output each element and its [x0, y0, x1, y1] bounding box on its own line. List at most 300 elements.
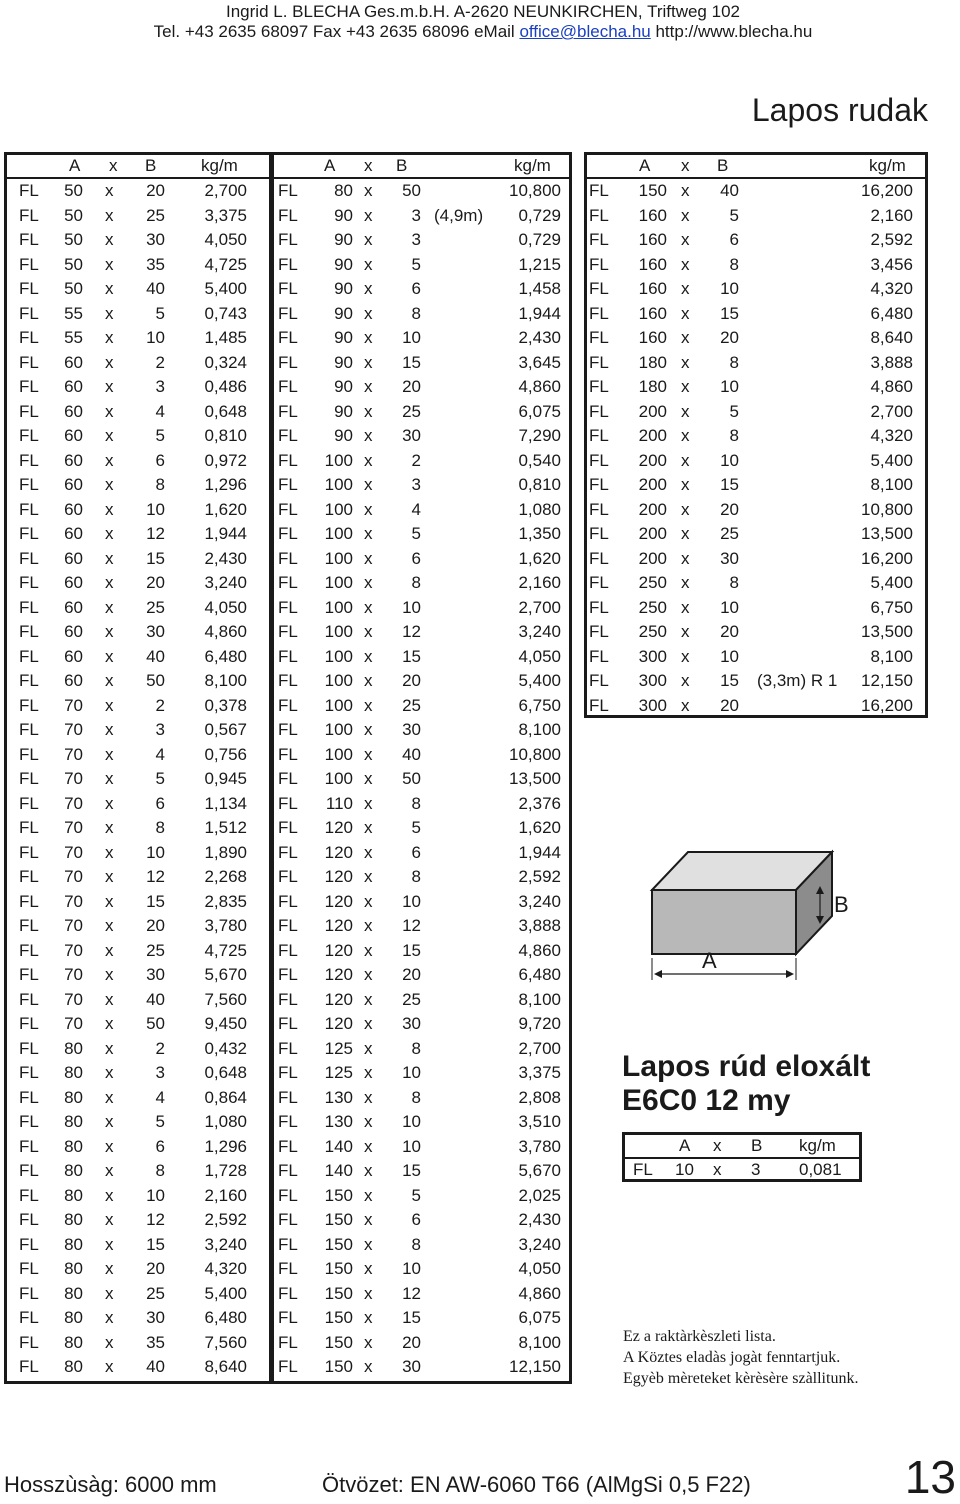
cell-type: FL [589, 303, 609, 323]
cell-a: 70 [64, 695, 83, 715]
table-row [7, 1159, 269, 1184]
cell-b: 3 [155, 720, 165, 739]
cell-x: x [681, 401, 690, 421]
cell-x: x [105, 181, 114, 200]
cell-kg: 3,240 [518, 891, 561, 911]
cell-kg: 1,620 [204, 499, 247, 519]
table-header [7, 155, 269, 179]
cell-type: FL [589, 328, 609, 347]
cell-a: 100 [324, 548, 353, 568]
cell-x: x [681, 230, 690, 249]
cell-a: 100 [324, 646, 353, 666]
cell-x: x [364, 352, 373, 372]
cell-type: FL [278, 916, 298, 935]
cell-type: FL [19, 1038, 39, 1058]
cell-kg: 2,025 [518, 1185, 561, 1205]
cell-b: 8 [155, 475, 165, 494]
cell-a: 120 [324, 989, 353, 1009]
cell-x: x [364, 450, 373, 470]
cell-type: FL [278, 989, 298, 1009]
table-row [274, 963, 569, 988]
table-row [587, 424, 925, 449]
cell-x: x [105, 1063, 114, 1082]
table-row [274, 767, 569, 792]
cell-x: x [105, 475, 114, 494]
table-row [7, 841, 269, 866]
cell-x: x [105, 524, 114, 543]
cell-b: 5 [729, 205, 739, 225]
cell-kg: 13,500 [861, 524, 913, 543]
cell-b: 10 [720, 450, 739, 470]
cell-b: 25 [146, 597, 165, 617]
cell-type: FL [278, 1087, 298, 1107]
cell-x: x [105, 842, 114, 862]
cell-b: 8 [729, 352, 739, 372]
cell-a: 90 [334, 426, 353, 445]
cell-type: FL [589, 450, 609, 470]
cell-x: x [681, 499, 690, 519]
cell-b: 12 [402, 1283, 421, 1303]
cell-type: FL [589, 524, 609, 543]
cell-x: x [364, 597, 373, 617]
cell-b: 5 [411, 818, 421, 837]
cell-a: 150 [324, 1357, 353, 1376]
cell-kg: 3,240 [204, 1234, 247, 1254]
cell-kg: 1,350 [518, 524, 561, 543]
cell-b: 15 [146, 548, 165, 568]
cell-b: 15 [402, 646, 421, 666]
table-row [7, 228, 269, 253]
cell-type: FL [589, 205, 609, 225]
cell-a: 10 [675, 1160, 694, 1179]
cell-x: x [681, 254, 690, 274]
cell-x: x [364, 1161, 373, 1180]
table-row [274, 1086, 569, 1111]
cell-type: FL [19, 1234, 39, 1254]
cell-type: FL [278, 426, 298, 445]
cell-kg: 2,160 [870, 205, 913, 225]
cell-a: 70 [64, 769, 83, 788]
cell-type: FL [278, 1136, 298, 1156]
cell-a: 100 [324, 671, 353, 690]
cell-type: FL [589, 181, 609, 200]
email-link[interactable]: office@blecha.hu [519, 22, 651, 41]
cell-x: x [364, 1112, 373, 1131]
cell-type: FL [278, 1185, 298, 1205]
cell-kg: 3,375 [518, 1063, 561, 1082]
cell-b: 4 [411, 499, 421, 519]
cell-b: 25 [402, 695, 421, 715]
table-row [587, 449, 925, 474]
cell-kg: 2,160 [518, 573, 561, 592]
cell-kg: 2,835 [204, 891, 247, 911]
cell-type: FL [589, 671, 609, 690]
cell-b: 40 [720, 181, 739, 200]
cell-b: 15 [720, 671, 739, 690]
cell-x: x [364, 720, 373, 739]
cell-x: x [364, 1038, 373, 1058]
cell-kg: 7,290 [518, 426, 561, 445]
cell-kg: 2,430 [204, 548, 247, 568]
cell-a: 180 [638, 352, 667, 372]
table-row [625, 1159, 859, 1181]
cell-a: 90 [334, 328, 353, 347]
table-row [274, 1331, 569, 1356]
table-row [7, 400, 269, 425]
cell-a: 100 [324, 573, 353, 592]
cell-x: x [105, 254, 114, 274]
cell-x: x [364, 1087, 373, 1107]
cell-b: 20 [146, 181, 165, 200]
cell-type: FL [278, 646, 298, 666]
cell-x: x [681, 181, 690, 200]
cell-kg: 4,320 [870, 279, 913, 298]
cell-kg: 1,890 [204, 842, 247, 862]
table-row [7, 1208, 269, 1233]
cell-kg: 4,860 [870, 377, 913, 396]
cell-b: 10 [402, 328, 421, 347]
table-row [7, 1012, 269, 1037]
cell-a: 80 [64, 1112, 83, 1131]
cell-a: 60 [64, 499, 83, 519]
cell-x: x [105, 279, 114, 298]
cell-x: x [105, 1014, 114, 1033]
cell-kg: 2,592 [870, 230, 913, 249]
cell-x: x [681, 671, 690, 690]
cell-type: FL [278, 524, 298, 543]
cell-kg: 8,100 [518, 720, 561, 739]
cell-kg: 4,050 [518, 1259, 561, 1278]
table-row [587, 522, 925, 547]
cell-b: 5 [411, 254, 421, 274]
table-row [7, 694, 269, 719]
cell-x: x [364, 965, 373, 984]
table-row [7, 963, 269, 988]
cell-a: 60 [64, 573, 83, 592]
table-row [7, 1135, 269, 1160]
cell-kg: 3,780 [518, 1136, 561, 1156]
cell-x: x [105, 1259, 114, 1278]
cell-b: 5 [411, 524, 421, 543]
cell-a: 150 [324, 1259, 353, 1278]
cell-a: 50 [64, 205, 83, 225]
cell-type: FL [19, 1087, 39, 1107]
cell-kg: 3,510 [518, 1112, 561, 1131]
table-row [274, 449, 569, 474]
cell-kg: 3,456 [870, 254, 913, 274]
cell-type: FL [278, 352, 298, 372]
cell-x: x [105, 499, 114, 519]
cell-a: 80 [64, 1063, 83, 1082]
cell-a: 60 [64, 450, 83, 470]
cell-x: x [105, 1210, 114, 1229]
table-body [274, 179, 569, 1380]
cell-kg: 12,150 [509, 1357, 561, 1376]
cell-type: FL [19, 377, 39, 396]
cell-x: x [681, 328, 690, 347]
cell-x: x [105, 793, 114, 813]
cell-type: FL [19, 254, 39, 274]
cell-a: 60 [64, 671, 83, 690]
table-row [274, 1282, 569, 1307]
cell-type: FL [19, 352, 39, 372]
cell-type: FL [589, 548, 609, 568]
cell-x: x [105, 1234, 114, 1254]
table-row [274, 400, 569, 425]
cell-type: FL [19, 303, 39, 323]
cell-type: FL [278, 965, 298, 984]
cell-b: 10 [720, 597, 739, 617]
cell-a: 160 [638, 254, 667, 274]
header-x: x [364, 156, 373, 175]
cell-x: x [105, 1112, 114, 1131]
cell-a: 60 [64, 524, 83, 543]
cell-kg: 5,400 [870, 573, 913, 592]
cell-type: FL [589, 573, 609, 592]
cell-x: x [364, 891, 373, 911]
cell-kg: 4,860 [518, 940, 561, 960]
cell-a: 300 [638, 695, 667, 715]
cell-b: 30 [402, 1357, 421, 1376]
cell-note: (4,9m) [434, 205, 484, 225]
cell-kg: 3,240 [518, 1234, 561, 1254]
cell-kg: 5,400 [870, 450, 913, 470]
note-line: A Köztes eladàs jogàt fenntartjuk. [623, 1349, 841, 1366]
table-row [7, 1037, 269, 1062]
cell-b: 25 [146, 940, 165, 960]
cell-type: FL [19, 426, 39, 445]
cell-type: FL [19, 1185, 39, 1205]
header-b: B [396, 156, 408, 175]
cell-kg: 8,100 [870, 475, 913, 494]
cell-b: 40 [146, 279, 165, 298]
cell-x: x [364, 205, 373, 225]
cell-x: x [713, 1160, 722, 1179]
footer-length: Hosszùsàg: 6000 mm [4, 1472, 217, 1497]
cell-b: 10 [146, 1185, 165, 1205]
table-row [587, 302, 925, 327]
cell-kg: 0,972 [204, 450, 247, 470]
header-b: B [751, 1136, 763, 1155]
cell-kg: 4,050 [518, 646, 561, 666]
cell-x: x [364, 1063, 373, 1082]
cell-a: 200 [638, 426, 667, 445]
cell-a: 300 [638, 671, 667, 690]
cell-kg: 4,725 [204, 254, 247, 274]
cell-kg: 0,540 [518, 450, 561, 470]
table-row [587, 375, 925, 400]
cell-a: 100 [324, 475, 353, 494]
cell-a: 100 [324, 769, 353, 788]
table-row [274, 841, 569, 866]
cell-b: 2 [155, 352, 165, 372]
cell-type: FL [278, 377, 298, 396]
cell-x: x [364, 303, 373, 323]
cell-x: x [681, 524, 690, 543]
cell-b: 10 [146, 499, 165, 519]
cell-a: 250 [638, 573, 667, 592]
cell-a: 60 [64, 475, 83, 494]
cell-note: (3,3m) R 1 [757, 671, 838, 690]
cell-b: 10 [402, 1259, 421, 1278]
contact-phone-fax: Tel. +43 2635 68097 Fax +43 2635 68096 eMail [153, 22, 520, 41]
cell-kg: 2,430 [518, 1210, 561, 1229]
cell-b: 20 [720, 622, 739, 641]
cell-kg: 0,378 [204, 695, 247, 715]
table-row [587, 571, 925, 596]
cell-kg: 3,780 [204, 916, 247, 935]
cell-x: x [364, 1357, 373, 1376]
table-row [274, 424, 569, 449]
cell-b: 12 [146, 1210, 165, 1229]
cell-kg: 1,080 [204, 1112, 247, 1131]
cell-type: FL [19, 769, 39, 788]
cell-b: 15 [402, 1308, 421, 1327]
cell-x: x [105, 867, 114, 886]
cell-x: x [105, 1357, 114, 1376]
cell-x: x [105, 1308, 114, 1327]
cell-a: 130 [324, 1087, 353, 1107]
table-row [7, 792, 269, 817]
cell-a: 140 [324, 1161, 353, 1180]
bar-front-face [652, 890, 796, 954]
cell-a: 70 [64, 891, 83, 911]
company-address: Ingrid L. BLECHA Ges.m.b.H. A-2620 NEUNKIRCHEN, Triftweg 102 [226, 2, 740, 21]
cell-type: FL [278, 1357, 298, 1376]
cell-type: FL [19, 916, 39, 935]
footer-alloy: Ötvözet: EN AW-6060 T66 (AlMgSi 0,5 F22) [322, 1472, 751, 1497]
cell-x: x [364, 1210, 373, 1229]
cell-type: FL [19, 1210, 39, 1229]
table-row [274, 498, 569, 523]
cell-kg: 3,888 [518, 916, 561, 935]
table-row [274, 228, 569, 253]
cell-kg: 10,800 [509, 744, 561, 764]
cell-type: FL [278, 744, 298, 764]
cell-x: x [105, 548, 114, 568]
dimension-b-label: B [834, 892, 849, 917]
cell-type: FL [278, 1283, 298, 1303]
cell-b: 15 [402, 1161, 421, 1180]
cell-a: 80 [64, 1185, 83, 1205]
cell-x: x [105, 720, 114, 739]
cell-x: x [364, 989, 373, 1009]
cell-type: FL [278, 793, 298, 813]
cell-type: FL [589, 352, 609, 372]
cell-b: 6 [411, 1210, 421, 1229]
cell-type: FL [278, 303, 298, 323]
cell-type: FL [19, 671, 39, 690]
cell-x: x [105, 1087, 114, 1107]
cell-x: x [364, 230, 373, 249]
cell-b: 10 [146, 842, 165, 862]
cell-kg: 3,645 [518, 352, 561, 372]
cell-kg: 2,592 [518, 867, 561, 886]
cell-a: 80 [64, 1308, 83, 1327]
cell-type: FL [278, 548, 298, 568]
cell-a: 110 [325, 793, 353, 813]
cell-kg: 0,810 [204, 426, 247, 445]
cell-kg: 0,945 [204, 769, 247, 788]
cell-a: 160 [638, 205, 667, 225]
table-row [587, 645, 925, 670]
cell-x: x [364, 867, 373, 886]
table-row [587, 326, 925, 351]
cell-a: 100 [324, 597, 353, 617]
header-a: A [69, 156, 81, 175]
cell-type: FL [19, 646, 39, 666]
cell-b: 8 [411, 573, 421, 592]
cell-a: 80 [64, 1332, 83, 1352]
table-row [274, 816, 569, 841]
cell-b: 8 [411, 1087, 421, 1107]
cell-a: 70 [64, 989, 83, 1009]
cell-b: 40 [402, 744, 421, 764]
table-row [274, 375, 569, 400]
cell-type: FL [589, 230, 609, 249]
cell-type: FL [278, 1063, 298, 1082]
cell-b: 50 [402, 769, 421, 788]
cell-type: FL [278, 205, 298, 225]
cell-b: 15 [146, 891, 165, 911]
cell-a: 55 [64, 328, 83, 347]
cell-b: 25 [146, 205, 165, 225]
cell-kg: 4,860 [204, 622, 247, 641]
cell-b: 50 [146, 671, 165, 690]
cell-kg: 0,324 [204, 352, 247, 372]
cell-type: FL [19, 1112, 39, 1131]
cell-x: x [364, 622, 373, 641]
cell-kg: 4,860 [518, 1283, 561, 1303]
cell-kg: 0,486 [204, 377, 247, 396]
cell-kg: 4,725 [204, 940, 247, 960]
cell-a: 90 [334, 205, 353, 225]
cell-x: x [105, 230, 114, 249]
cell-type: FL [278, 720, 298, 739]
table-row [274, 620, 569, 645]
cell-type: FL [19, 573, 39, 592]
cell-kg: 8,640 [204, 1357, 247, 1376]
cell-kg: 2,700 [518, 597, 561, 617]
table-row [7, 204, 269, 229]
cell-a: 60 [64, 646, 83, 666]
cell-b: 3 [751, 1160, 761, 1179]
cell-kg: 12,150 [861, 671, 913, 690]
cell-x: x [105, 769, 114, 788]
cell-kg: 1,215 [518, 254, 561, 274]
cell-a: 60 [64, 622, 83, 641]
cell-a: 150 [324, 1332, 353, 1352]
cell-a: 70 [64, 842, 83, 862]
table-row [7, 498, 269, 523]
cell-kg: 2,700 [870, 401, 913, 421]
cell-x: x [105, 573, 114, 592]
cell-x: x [364, 1332, 373, 1352]
table-row [7, 620, 269, 645]
cell-b: 10 [402, 1063, 421, 1082]
cell-b: 6 [155, 793, 165, 813]
table-row [274, 473, 569, 498]
cell-kg: 2,592 [204, 1210, 247, 1229]
table-row [274, 792, 569, 817]
cell-b: 15 [402, 940, 421, 960]
table-row [587, 473, 925, 498]
right-table [584, 152, 928, 718]
table-row [7, 179, 269, 204]
cell-b: 8 [411, 1038, 421, 1058]
cell-a: 120 [324, 965, 353, 984]
table-row [7, 645, 269, 670]
